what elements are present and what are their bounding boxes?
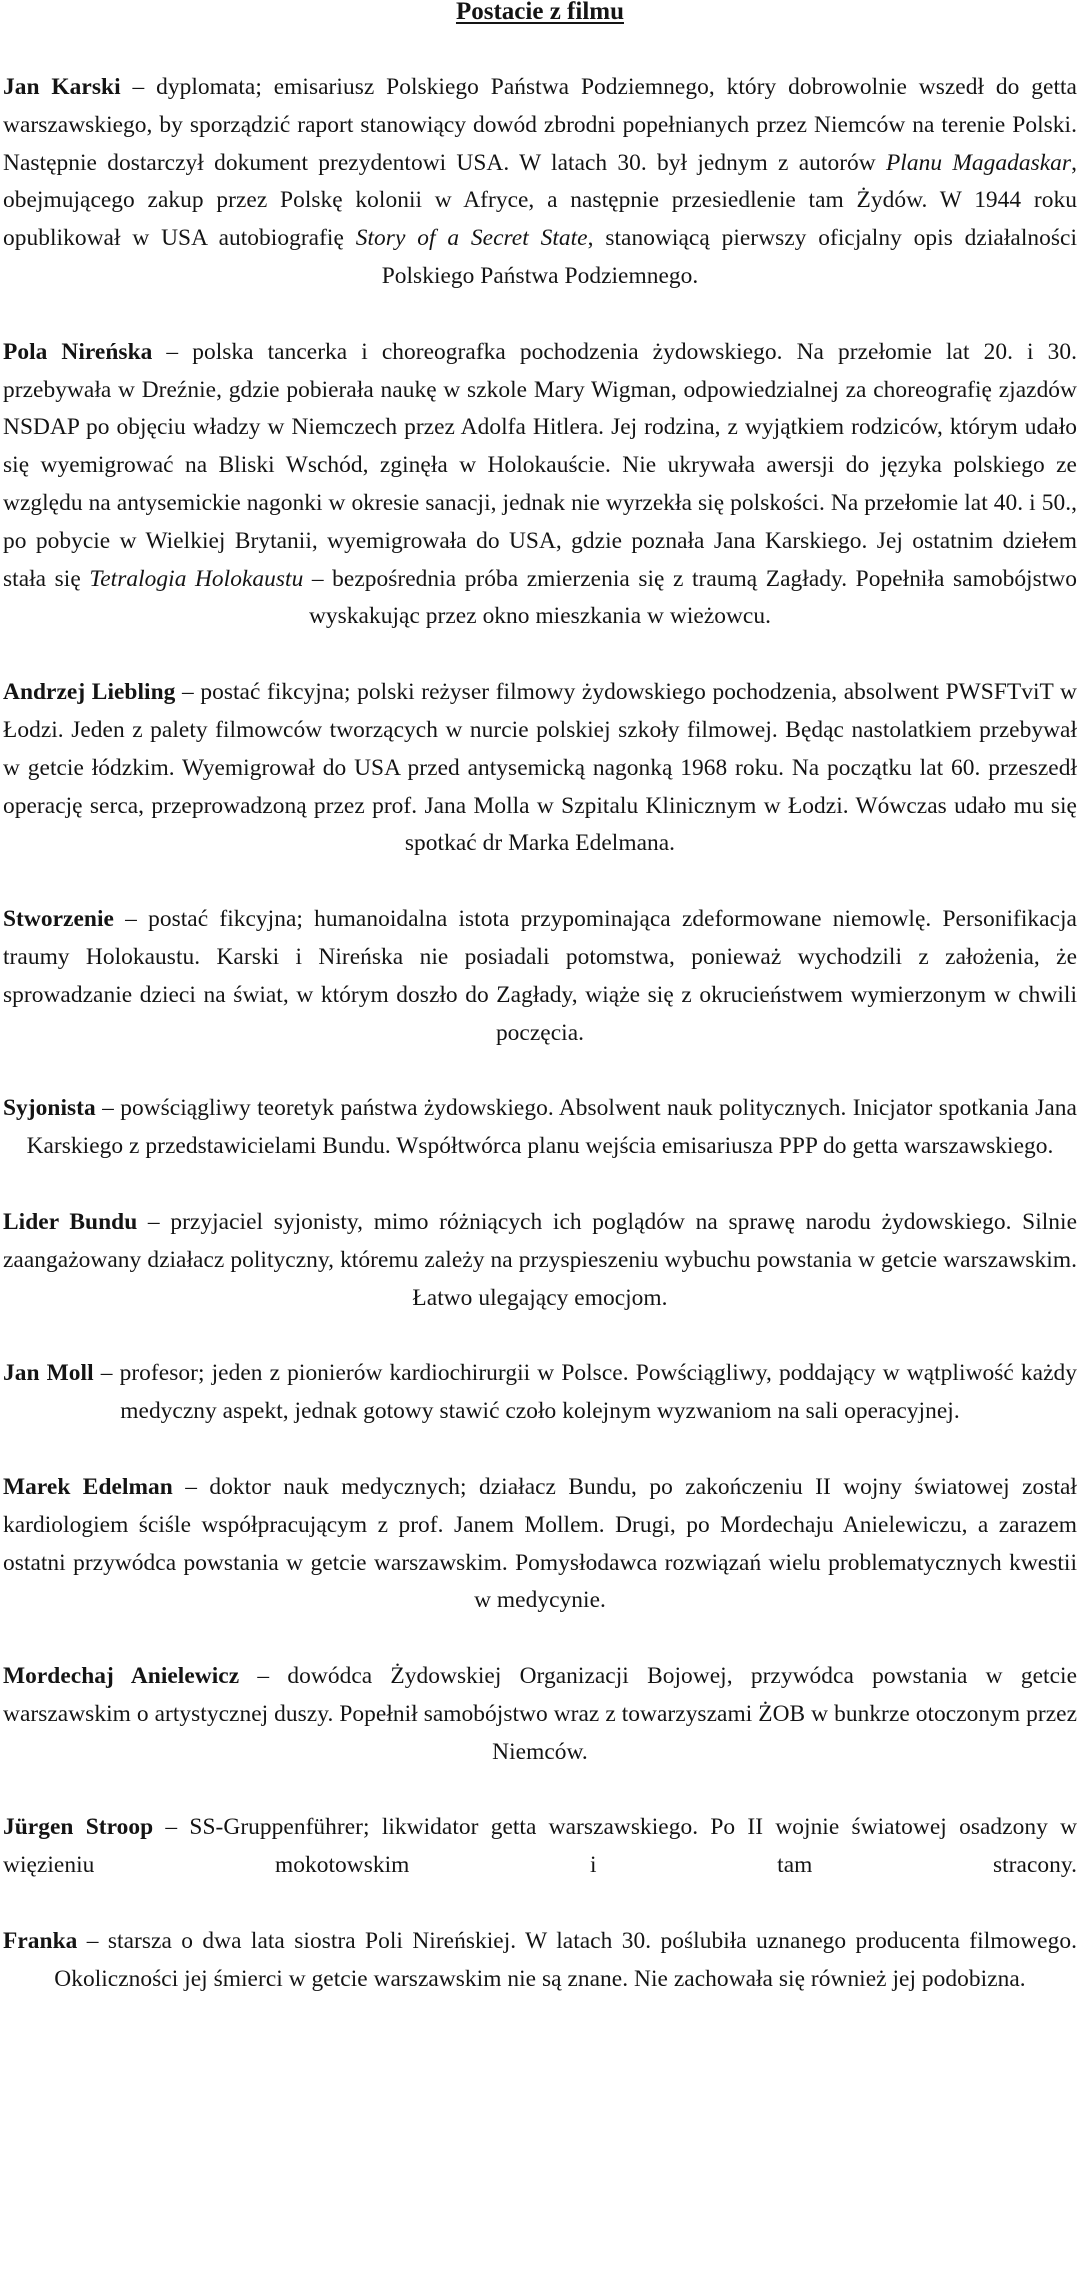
- character-entry-jan-moll: [3, 1355, 1077, 1431]
- character-name: Marek Edelman: [3, 1473, 173, 1500]
- character-description: – przyjaciel syjonisty, mimo różniących ich poglądów na sprawę narodu żydowskiego. Silnie zaangażowany działacz polityczny, któremu zależy na przyspieszeniu wybuchu powstania w getcie warszawskim. Łatwo ulegający emocjom.: [3, 1208, 1078, 1311]
- character-entry-marek-edelman: [3, 1469, 1077, 1620]
- character-name: Andrzej Liebling: [3, 679, 176, 706]
- character-description: , obejmującego zakup przez Polskę kolonii w Afryce, a następnie przesiedlenie tam Żydów. W 1944 roku opublikował w USA autobiografię: [3, 149, 1077, 252]
- character-description: – polska tancerka i choreografka pochodzenia żydowskiego. Na przełomie lat 20. i 30. przebywała w Dreźnie, gdzie pobierała naukę w szkole Mary Wigman, odpowiedzialnej za choreografię zjazdów NSDAP po objęciu władzy w Niemczech przez Adolfa Hitlera. Jej rodzina, z wyjątkiem rodziców, którym udało się wyemigrować na Bliski Wschód, zginęła w Holokauście. Nie ukrywała awersji do języka polskiego ze względu na antysemickie nagonki w okresie sanacji, jednak nie wyrzekła się polskości. Na przełomie lat 40. i 50., po pobycie w Wielkiej Brytanii, wyemigrowała do USA, gdzie poznała Jana Karskiego. Jej ostatnim dziełem stała się: [3, 338, 1077, 592]
- italic-title: Tetralogia Holokaustu: [89, 565, 304, 592]
- character-name: Lider Bundu: [3, 1208, 138, 1235]
- character-name: Jürgen Stroop: [3, 1814, 154, 1841]
- character-name: Syjonista: [3, 1095, 96, 1122]
- character-entry-mordechaj-anielewicz: [3, 1658, 1077, 1771]
- character-entry-andrzej-liebling: [3, 674, 1077, 863]
- character-description: – postać fikcyjna; polski reżyser filmowy żydowskiego pochodzenia, absolwent PWSFTviT w Łodzi. Jeden z palety filmowców tworzących w nurcie polskiej szkoły filmowej. Będąc nastolatkiem przebywał w getcie łódzkim. Wyemigrował do USA przed antysemicką nagonką 1968 roku. Na początku lat 60. przeszedł operację serca, przeprowadzoną przez prof. Jana Molla w Szpitalu Klinicznym w Łodzi. Wówczas udało mu się spotkać dr Marka Edelmana.: [3, 679, 1077, 857]
- italic-title: Story of a Secret State: [355, 225, 588, 252]
- character-description: – doktor nauk medycznych; działacz Bundu, po zakończeniu II wojny światowej został kardiologiem ściśle współpracującym z prof. Janem Mollem. Drugi, po Mordechaju Anielewiczu, a zarazem ostatni przywódca powstania w getcie warszawskim. Pomysłodawca rozwiązań wielu problematycznych kwestii w medycynie.: [3, 1473, 1077, 1614]
- character-entry-stworzenie: [3, 901, 1077, 1052]
- character-description: – profesor; jeden z pionierów kardiochirurgii w Polsce. Powściągliwy, poddający w wątpliwość każdy medyczny aspekt, jednak gotowy stawić czoło kolejnym wyzwaniom na sali operacyjnej.: [93, 1360, 1077, 1425]
- italic-title: Planu Magadaskar: [885, 149, 1072, 176]
- character-name: Jan Moll: [3, 1360, 94, 1387]
- character-description: , stanowiącą pierwszy oficjalny opis działalności Polskiego Państwa Podziemnego.: [381, 225, 1077, 289]
- character-list: [3, 69, 1077, 1999]
- character-name: Jan Karski: [3, 74, 121, 100]
- character-description: – bezpośrednia próba zmierzenia się z traumą Zagłady. Popełniła samobójstwo wyskakując przez okno mieszkania w wieżowcu.: [303, 565, 1077, 630]
- character-entry-franka: [3, 1923, 1077, 1999]
- character-description: – dyplomata; emisariusz Polskiego Państwa Podziemnego, który dobrowolnie wszedł do getta warszawskiego, by sporządzić raport stanowiący dowód zbrodni popełnianych przez Niemców na terenie Polski. Następnie dostarczył dokument prezydentowi USA. W latach 30. był jednym z autorów: [3, 74, 1077, 176]
- character-description: – SS-Gruppenführer; likwidator getta warszawskiego. Po II wojnie światowej osadzony w więzieniu mokotowskim i tam stracony.: [3, 1814, 1078, 1879]
- character-description: – starsza o dwa lata siostra Poli Nireńskiej. W latach 30. poślubiła uznanego producenta filmowego. Okoliczności jej śmierci w getcie warszawskim nie są znane. Nie zachowała się również jej podobizna.: [54, 1928, 1077, 1992]
- page-title: Postacie z filmu: [455, 0, 624, 25]
- character-name: Mordechaj Anielewicz: [3, 1663, 240, 1690]
- character-description: – postać fikcyjna; humanoidalna istota przypominająca zdeformowane niemowlę. Personifikacja traumy Holokaustu. Karski i Nireńska nie posiadali potomstwa, ponieważ wychodzili z założenia, że sprowadzanie dzieci na świat, w którym doszło do Zagłady, wiąże się z okrucieństwem wymierzonym w chwili poczęcia.: [3, 906, 1077, 1046]
- character-name: Pola Nireńska: [3, 338, 153, 365]
- character-description: – dowódca Żydowskiej Organizacji Bojowej, przywódca powstania w getcie warszawskim o artystycznej duszy. Popełnił samobójstwo wraz z towarzyszami ŻOB w bunkrze otoczonym przez Niemców.: [3, 1663, 1078, 1765]
- character-entry-jurgen-stroop: [3, 1809, 1077, 1885]
- character-description: – powściągliwy teoretyk państwa żydowskiego. Absolwent nauk politycznych. Inicjator spotkania Jana Karskiego z przedstawicielami Bundu. Współtwórca planu wejścia emisariusza PPP do getta warszawskiego.: [26, 1095, 1077, 1160]
- character-name: Stworzenie: [3, 906, 114, 933]
- character-entry-jan-karski: [3, 69, 1077, 296]
- character-name: Franka: [3, 1928, 78, 1955]
- character-entry-syjonista: [3, 1090, 1077, 1166]
- character-entry-pola-nirenska: [3, 334, 1077, 636]
- character-entry-lider-bundu: [3, 1204, 1077, 1317]
